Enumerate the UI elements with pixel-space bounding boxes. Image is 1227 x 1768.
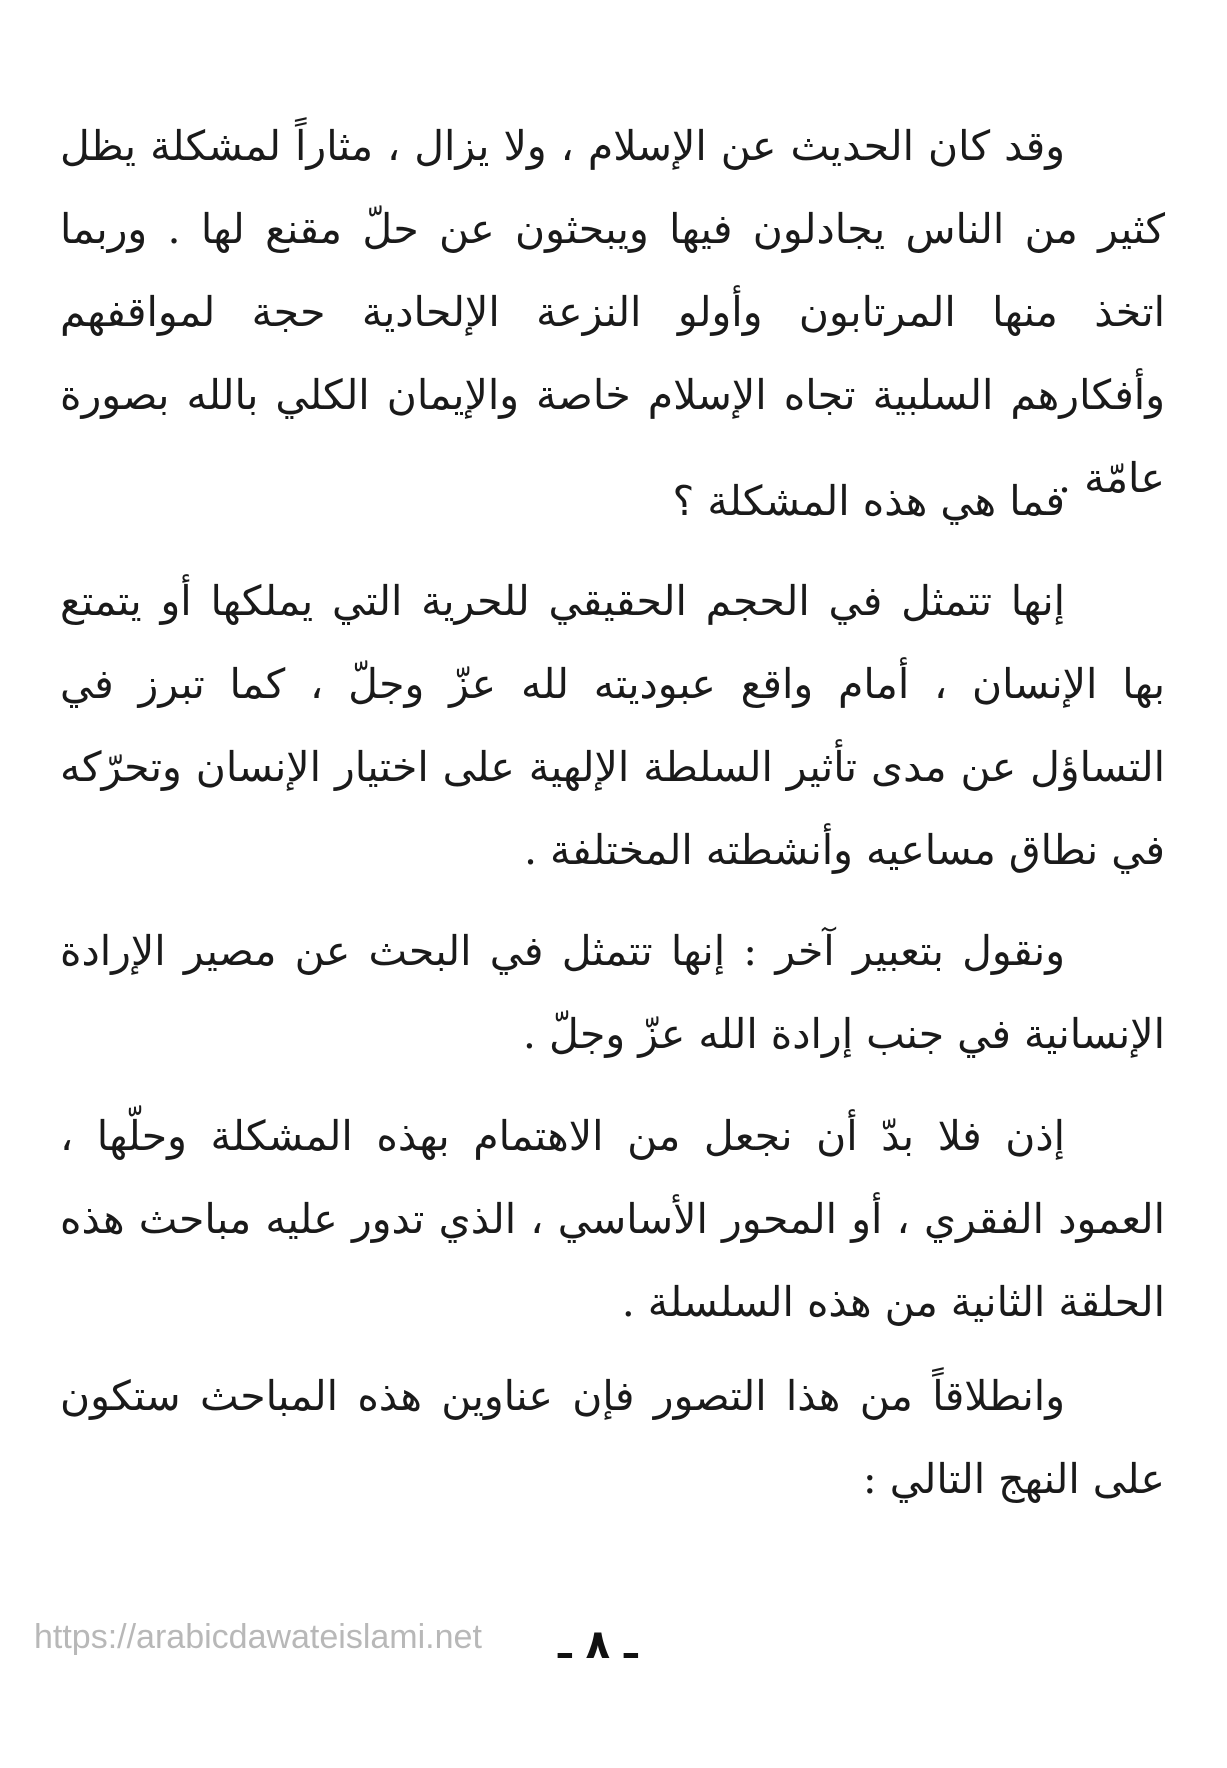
paragraph-text: إذن فلا بدّ أن نجعل من الاهتمام بهذه المشكلة وحلّها ، العمود الفقري ، أو المحور الأساسي ، الذي تدور عليه مباحث هذه الحلقة الثانية من هذه السلسلة . [60, 1112, 1165, 1326]
paragraph-text: وانطلاقاً من هذا التصور فإن عناوين هذه المباحث ستكون على النهج التالي : [60, 1372, 1165, 1503]
paragraph-1 [60, 105, 1165, 520]
paragraph-4 [60, 910, 1165, 1076]
paragraph-text: ونقول بتعبير آخر : إنها تتمثل في البحث عن مصير الإرادة الإنسانية في جنب إرادة الله عزّ وجلّ . [60, 927, 1165, 1058]
page-number: ـ ٨ ـ [558, 1622, 638, 1668]
paragraph-6 [60, 1355, 1165, 1521]
paragraph-2 [60, 460, 1165, 543]
paragraph-text: فما هي هذه المشكلة ؟ [672, 477, 1065, 525]
paragraph-text: إنها تتمثل في الحجم الحقيقي للحرية التي يملكها أو يتمتع بها الإنسان ، أمام واقع عبوديته لله عزّ وجلّ ، كما تبرز في التساؤل عن مدى تأثير السلطة الإلهية على اختيار الإنسان وتحرّكه في نطاق مساعيه وأنشطته المختلفة . [60, 577, 1165, 874]
paragraph-3 [60, 560, 1165, 892]
paragraph-text: وقد كان الحديث عن الإسلام ، ولا يزال ، مثاراً لمشكلة يظل كثير من الناس يجادلون فيها ويبحثون عن حلّ مقنع لها . وربما اتخذ منها المرتابون وأولو النزعة الإلحادية حجة لمواقفهم وأفكارهم السلبية تجاه الإسلام خاصة والإيمان الكلي بالله بصورة عامّة . [60, 122, 1165, 502]
watermark-url: https://arabicdawateislami.net [34, 1618, 482, 1656]
paragraph-5 [60, 1095, 1165, 1344]
